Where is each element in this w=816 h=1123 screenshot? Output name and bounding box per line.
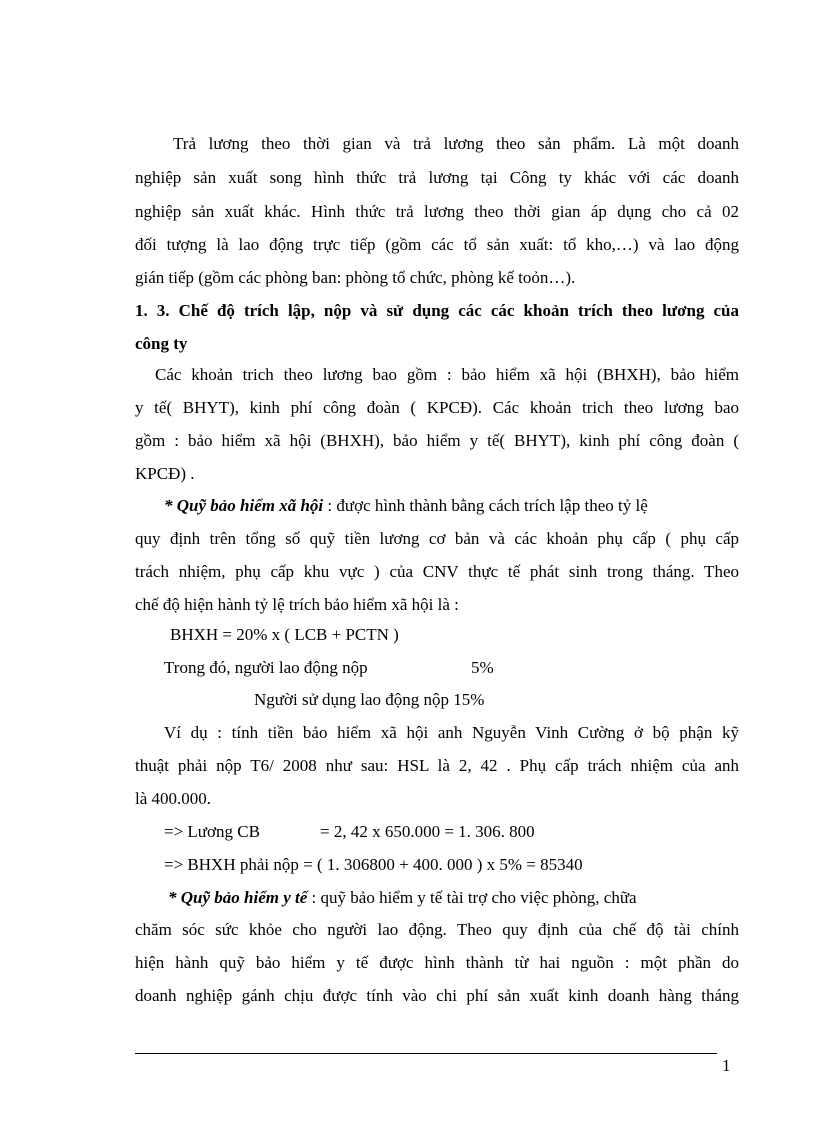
social-insurance-intro: [164, 496, 739, 516]
employee-rate-label: Trong đó, người lao động nộp: [164, 658, 368, 677]
social-insurance-title: * Quỹ bảo hiểm xã hội: [164, 496, 324, 515]
deductions-line: gồm : bảo hiểm xã hội (BHXH), bảo hiểm y tế( BHYT), kinh phí công đoàn (: [135, 431, 739, 450]
social-insurance-line: chế độ hiện hành tỷ lệ trích bảo hiểm xã hội là :: [135, 595, 459, 614]
base-salary-label: => Lương CB: [164, 822, 260, 841]
section-heading: 1. 3. Chế độ trích lập, nộp và sử dụng các các khoản trích theo lương của: [135, 301, 739, 320]
social-insurance-text: : được hình thành bằng cách trích lập theo tỷ lệ: [323, 496, 648, 515]
health-insurance-line: hiện hành quỹ bảo hiểm y tế được hình thành từ hai nguồn : một phần do: [135, 953, 739, 972]
social-insurance-line: trách nhiệm, phụ cấp khu vực ) của CNV thực tế phát sinh trong tháng. Theo: [135, 562, 739, 581]
intro-line: nghiệp sản xuất khác. Hình thức trả lương theo thời gian áp dụng cho cả 02: [135, 202, 739, 221]
deductions-line: y tế( BHYT), kinh phí công đoàn ( KPCĐ). Các khoản trich theo lương bao: [135, 398, 739, 417]
health-insurance-text: : quỹ bảo hiểm y tế tài trợ cho việc phòng, chữa: [307, 888, 637, 907]
section-heading: công ty: [135, 334, 188, 353]
intro-line: gián tiếp (gồm các phòng ban: phòng tổ chức, phòng kế toỏn…).: [135, 268, 576, 287]
deductions-line: Các khoản trich theo lương bao gồm : bảo hiểm xã hội (BHXH), bảo hiểm: [155, 365, 739, 384]
intro-line: đối tượng là lao động trực tiếp (gồm các tổ sản xuất: tổ kho,…) và lao động: [135, 235, 739, 254]
employer-rate: Người sử dụng lao động nộp 15%: [254, 690, 485, 709]
page-number: 1: [722, 1056, 731, 1075]
footer-divider: [135, 1053, 717, 1054]
example-line: là 400.000.: [135, 789, 212, 808]
employee-rate-value: 5%: [471, 658, 494, 677]
example-line: Ví dụ : tính tiền bảo hiểm xã hội anh Nguyễn Vinh Cường ở bộ phận kỹ: [164, 723, 739, 742]
bhxh-payable: => BHXH phải nộp = ( 1. 306800 + 400. 000 ) x 5% = 85340: [164, 855, 583, 874]
health-insurance-title: * Quỹ bảo hiểm y tế: [168, 888, 308, 907]
intro-line: Trả lương theo thời gian và trả lương theo sản phẩm. Là một doanh: [173, 134, 739, 153]
deductions-line: KPCĐ) .: [135, 464, 195, 483]
health-insurance-intro: [168, 888, 739, 908]
base-salary-value: = 2, 42 x 650.000 = 1. 306. 800: [320, 822, 535, 841]
bhxh-formula: BHXH = 20% x ( LCB + PCTN ): [170, 625, 399, 644]
social-insurance-line: quy định trên tổng số quỹ tiền lương cơ bản và các khoản phụ cấp ( phụ cấp: [135, 529, 739, 548]
health-insurance-line: doanh nghiệp gánh chịu được tính vào chi phí sản xuất kinh doanh hàng tháng: [135, 986, 739, 1005]
example-line: thuật phải nộp T6/ 2008 như sau: HSL là 2, 42 . Phụ cấp trách nhiệm của anh: [135, 756, 739, 775]
health-insurance-line: chăm sóc sức khỏe cho người lao động. Theo quy định của chế độ tài chính: [135, 920, 739, 939]
intro-line: nghiệp sản xuất song hình thức trả lương tại Công ty khác với các doanh: [135, 168, 739, 187]
